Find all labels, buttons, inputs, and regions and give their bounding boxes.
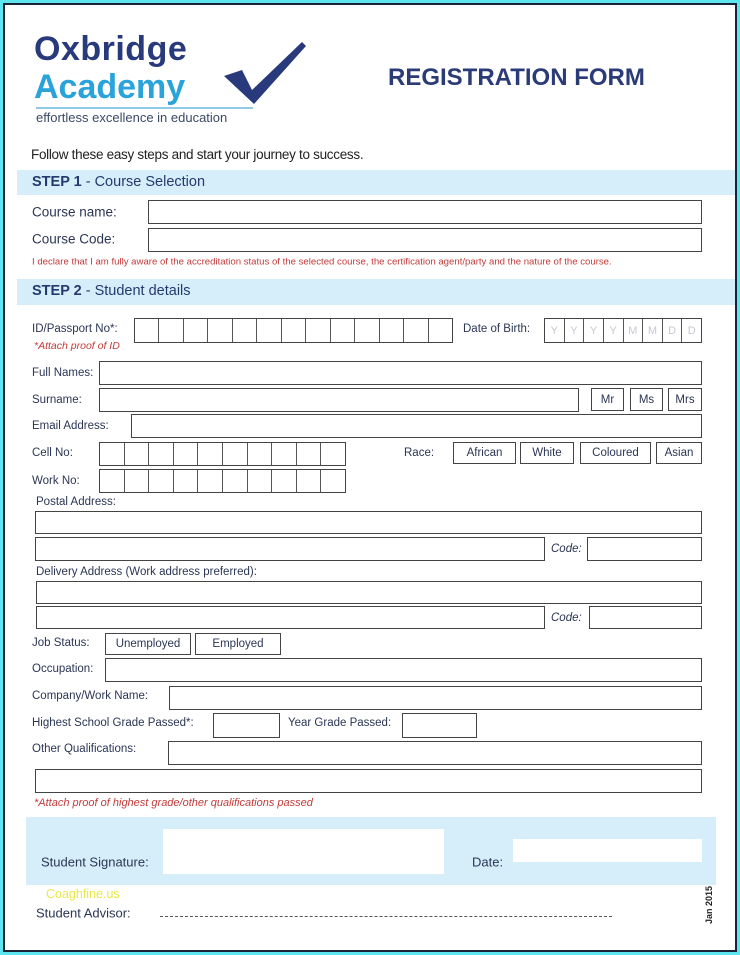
date-label: Date: [472, 854, 504, 870]
id-digit-cell[interactable] [282, 319, 306, 342]
postal-address-label: Postal Address: [36, 496, 116, 508]
id-label: ID/Passport No*: [32, 323, 118, 335]
id-digit-cell[interactable] [135, 319, 159, 342]
title-mr-option[interactable]: Mr [591, 388, 624, 411]
email-label: Email Address: [32, 420, 109, 432]
step1-title: - Course Selection [81, 174, 206, 190]
work-digit-cell[interactable] [198, 470, 223, 492]
id-digit-cell[interactable] [404, 319, 428, 342]
year-grade-label: Year Grade Passed: [288, 717, 392, 729]
cell-number-input[interactable] [99, 442, 346, 466]
id-digit-cell[interactable] [208, 319, 232, 342]
job-status-label: Job Status: [32, 637, 90, 649]
intro-text: Follow these easy steps and start your journey to success. [31, 147, 364, 162]
company-input[interactable] [169, 686, 702, 710]
date-input[interactable] [513, 839, 702, 862]
dob-cell[interactable]: Y [584, 319, 604, 342]
race-label: Race: [404, 447, 435, 459]
job-employed-option[interactable]: Employed [195, 633, 281, 655]
work-digit-cell[interactable] [174, 470, 199, 492]
full-names-input[interactable] [99, 361, 702, 385]
student-advisor-line[interactable] [160, 916, 612, 917]
cell-digit-cell[interactable] [125, 443, 150, 465]
race-white-option[interactable]: White [520, 442, 574, 464]
cell-digit-cell[interactable] [149, 443, 174, 465]
other-qualifications-label: Other Qualifications: [32, 743, 137, 755]
highest-grade-input[interactable] [213, 713, 280, 738]
cell-digit-cell[interactable] [248, 443, 273, 465]
student-signature-label: Student Signature: [41, 854, 149, 870]
work-digit-cell[interactable] [223, 470, 248, 492]
step2-number: STEP 2 [32, 283, 82, 299]
step2-header [17, 279, 735, 305]
cell-digit-cell[interactable] [100, 443, 125, 465]
student-signature-input[interactable] [163, 829, 444, 874]
id-digit-cell[interactable] [233, 319, 257, 342]
dob-label: Date of Birth: [463, 323, 531, 335]
logo [34, 30, 187, 106]
cell-digit-cell[interactable] [297, 443, 322, 465]
logo-underline [36, 107, 253, 109]
dob-cell[interactable]: D [663, 319, 683, 342]
surname-input[interactable] [99, 388, 579, 412]
id-digit-cell[interactable] [306, 319, 330, 342]
logo-text-academy: Academy [34, 68, 186, 106]
declaration-text: I declare that I am fully aware of the accreditation status of the selected course, the certification agent/party and the nature of the course. [32, 256, 612, 268]
work-digit-cell[interactable] [149, 470, 174, 492]
delivery-code-label: Code: [551, 612, 582, 624]
title-ms-option[interactable]: Ms [630, 388, 663, 411]
dob-cell[interactable]: M [643, 319, 663, 342]
cell-digit-cell[interactable] [321, 443, 345, 465]
cell-digit-cell[interactable] [223, 443, 248, 465]
id-digit-cell[interactable] [380, 319, 404, 342]
other-qualifications-line2[interactable] [35, 769, 702, 793]
checkmark-icon [222, 40, 308, 106]
title-mrs-option[interactable]: Mrs [668, 388, 702, 411]
work-digit-cell[interactable] [248, 470, 273, 492]
surname-label: Surname: [32, 394, 82, 406]
postal-code-label: Code: [551, 543, 582, 555]
work-digit-cell[interactable] [100, 470, 125, 492]
version-date: Jan 2015 [704, 885, 715, 925]
email-input[interactable] [131, 414, 702, 438]
occupation-label: Occupation: [32, 663, 94, 675]
qualifications-note: *Attach proof of highest grade/other qualifications passed [34, 797, 313, 809]
id-digit-cell[interactable] [257, 319, 281, 342]
step1-header [17, 170, 735, 195]
cell-digit-cell[interactable] [174, 443, 199, 465]
race-asian-option[interactable]: Asian [656, 442, 702, 464]
dob-cell[interactable]: M [624, 319, 644, 342]
course-code-input[interactable] [148, 228, 702, 252]
tagline: effortless excellence in education [36, 110, 228, 125]
id-digit-cell[interactable] [355, 319, 379, 342]
other-qualifications-input[interactable] [168, 741, 702, 765]
work-digit-cell[interactable] [125, 470, 150, 492]
course-code-label: Course Code: [32, 231, 116, 247]
cell-digit-cell[interactable] [272, 443, 297, 465]
occupation-input[interactable] [105, 658, 702, 682]
dob-cell[interactable]: D [687, 324, 696, 337]
work-digit-cell[interactable] [272, 470, 297, 492]
step1-number: STEP 1 [32, 174, 82, 190]
course-name-label: Course name: [32, 204, 117, 220]
delivery-address-line1[interactable] [36, 581, 702, 604]
id-digit-cell[interactable] [184, 319, 208, 342]
id-digit-cell[interactable] [429, 319, 452, 342]
dob-cell[interactable]: Y [545, 319, 565, 342]
course-name-input[interactable] [148, 200, 702, 224]
dob-cell[interactable]: Y [565, 319, 585, 342]
work-number-input[interactable] [99, 469, 346, 493]
id-digit-cell[interactable] [159, 319, 183, 342]
id-number-input[interactable] [134, 318, 453, 343]
cell-label: Cell No: [32, 447, 73, 459]
year-grade-input[interactable] [402, 713, 477, 738]
highest-grade-label: Highest School Grade Passed*: [32, 717, 194, 729]
work-label: Work No: [32, 475, 80, 487]
postal-address-line1[interactable] [35, 511, 702, 534]
work-digit-cell[interactable] [297, 470, 322, 492]
full-names-label: Full Names: [32, 367, 94, 379]
page-title: REGISTRATION FORM [388, 64, 645, 91]
delivery-address-label: Delivery Address (Work address preferred): [36, 566, 257, 578]
race-coloured-option[interactable]: Coloured [580, 442, 651, 464]
dob-cell[interactable]: Y [604, 319, 624, 342]
logo-text-oxbridge: Oxbridge [34, 30, 188, 68]
id-digit-cell[interactable] [331, 319, 355, 342]
student-advisor-label: Student Advisor: [36, 905, 131, 921]
postal-address-line2[interactable] [35, 537, 545, 561]
company-label: Company/Work Name: [32, 690, 149, 702]
cell-digit-cell[interactable] [198, 443, 223, 465]
work-digit-cell[interactable] [321, 470, 345, 492]
postal-code-input[interactable] [587, 537, 702, 561]
id-note: *Attach proof of ID [34, 340, 120, 352]
delivery-code-input[interactable] [589, 606, 702, 629]
step2-title: - Student details [81, 283, 191, 299]
job-unemployed-option[interactable]: Unemployed [105, 633, 191, 655]
dob-input[interactable] [544, 318, 702, 343]
delivery-address-line2[interactable] [36, 606, 545, 629]
watermark: Coaghfine.us [46, 887, 120, 901]
race-african-option[interactable]: African [453, 442, 516, 464]
